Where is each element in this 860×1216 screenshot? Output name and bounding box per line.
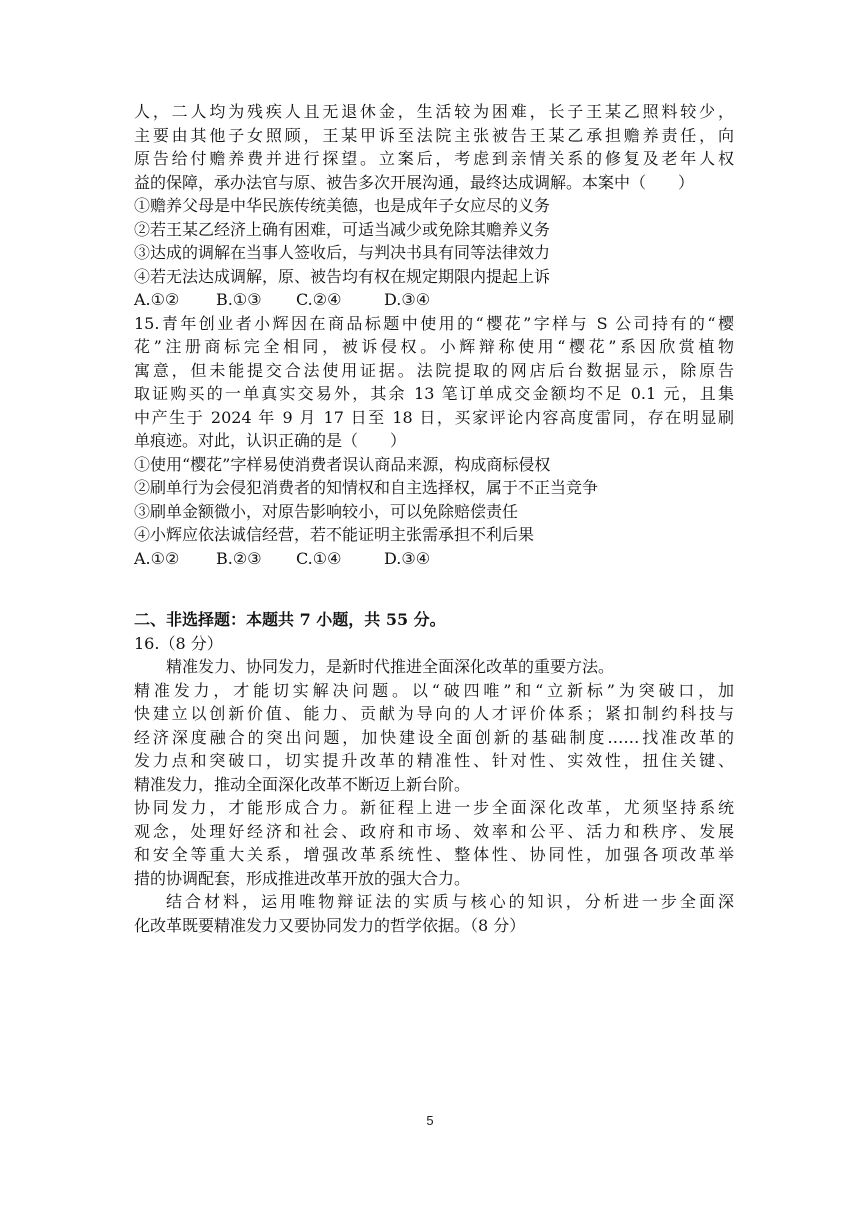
q16-intro: 精准发力、协同发力，是新时代推进全面深化改革的重要方法。 bbox=[166, 657, 615, 676]
q15-options bbox=[134, 547, 734, 571]
q16-line: 精准发力，才能切实解决问题。以“破四唯”和“立新标”为突破口，加 bbox=[134, 680, 734, 700]
q16-line: 经济深度融合的突出问题，加快建设全面创新的基础制度……找准改革的 bbox=[134, 727, 734, 747]
q15-line: 单痕迹。对此，认识正确的是（ ） bbox=[134, 431, 407, 450]
q15-statement-1: ①使用“樱花”字样易使消费者误认商品来源，构成商标侵权 bbox=[134, 454, 551, 474]
q14-line: 益的保障，承办法官与原、被告多次开展沟通，最终达成调解。本案中（ ） bbox=[134, 172, 695, 192]
section-spacer bbox=[134, 570, 734, 608]
q16-line: 观念，处理好经济和社会、政府和市场、效率和公平、活力和秩序、发展 bbox=[134, 821, 734, 841]
q15-option-d: D.③④ bbox=[384, 548, 431, 568]
q16-line: 快建立以创新价值、能力、贡献为导向的人才评价体系；紧扣制约科技与 bbox=[134, 704, 734, 723]
exam-page bbox=[134, 100, 734, 937]
q14-option-b: B.①③ bbox=[216, 290, 262, 309]
section-2-heading: 二、非选择题：本题共 7 小题，共 55 分。 bbox=[134, 610, 446, 629]
q14-option-a: A.①② bbox=[134, 290, 180, 309]
q15-line: 花”注册商标完全相同，被诉侵权。小辉辩称使用“樱花”系因欣赏植物 bbox=[134, 337, 734, 356]
q16-line: 精准发力，推动全面深化改革不断迈上新台阶。 bbox=[134, 774, 471, 794]
q15-statement-3: ③刷单金额微小，对原告影响较小，可以免除赔偿责任 bbox=[134, 501, 519, 521]
q14-statement-4: ④若无法达成调解，原、被告均有权在规定期限内提起上诉 bbox=[134, 266, 551, 286]
q14-statement-2: ②若王某乙经济上确有困难，可适当减少或免除其赡养义务 bbox=[134, 219, 551, 239]
q14-statement-3: ③达成的调解在当事人签收后，与判决书具有同等法律效力 bbox=[134, 243, 551, 262]
question-14 bbox=[134, 100, 734, 312]
q16-line: 措的协调配套，形成推进改革开放的强大合力。 bbox=[134, 868, 471, 888]
question-15 bbox=[134, 312, 734, 571]
q14-line: 人，二人均为残疾人且无退休金，生活较为困难，长子王某乙照料较少， bbox=[134, 102, 734, 121]
q16-line: 发力点和突破口，切实提升改革的精准性、针对性、实效性，扭住关键、 bbox=[134, 751, 734, 770]
q15-option-c: C.①④ bbox=[296, 548, 342, 568]
q16-task: 结合材料，运用唯物辩证法的实质与核心的知识，分析进一步全面深 bbox=[166, 892, 734, 911]
q14-option-d: D.③④ bbox=[384, 290, 431, 309]
q15-line: 取证购买的一单真实交易外，其余 13 笔订单成交金额均不足 0.1 元，且集 bbox=[134, 384, 734, 403]
page-number: 5 bbox=[426, 1113, 434, 1128]
q14-option-c: C.②④ bbox=[296, 290, 342, 309]
q16-number: 16.（8 分） bbox=[134, 633, 223, 653]
q15-line: 中产生于 2024 年 9 月 17 日至 18 日，买家评论内容高度雷同，存在明显刷 bbox=[134, 407, 734, 427]
q15-line: 寓意，但未能提交合法使用证据。法院提取的网店后台数据显示，除原告 bbox=[134, 360, 734, 380]
q15-option-a: A.①② bbox=[134, 548, 180, 568]
q15-statement-2: ②刷单行为会侵犯消费者的知情权和自主选择权，属于不正当竞争 bbox=[134, 478, 599, 497]
q15-statement-4: ④小辉应依法诚信经营，若不能证明主张需承担不利后果 bbox=[134, 525, 535, 544]
q14-line: 主要由其他子女照顾，王某甲诉至法院主张被告王某乙承担赡养责任，向 bbox=[134, 125, 734, 145]
q14-line: 原告给付赡养费并进行探望。立案后，考虑到亲情关系的修复及老年人权 bbox=[134, 149, 734, 168]
q16-line: 和安全等重大关系，增强改革系统性、整体性、协同性，加强各项改革举 bbox=[134, 845, 734, 864]
question-16 bbox=[134, 632, 734, 938]
q14-options bbox=[134, 288, 734, 312]
q15-line: 15.青年创业者小辉因在商品标题中使用的“樱花”字样与 S 公司持有的“樱 bbox=[134, 313, 734, 333]
q15-option-b: B.②③ bbox=[216, 548, 262, 568]
q14-statement-1: ①赡养父母是中华民族传统美德，也是成年子女应尽的义务 bbox=[134, 196, 551, 215]
q16-line: 协同发力，才能形成合力。新征程上进一步全面深化改革，尤须坚持系统 bbox=[134, 798, 734, 817]
q16-task: 化改革既要精准发力又要协同发力的哲学依据。（8 分） bbox=[134, 915, 526, 935]
